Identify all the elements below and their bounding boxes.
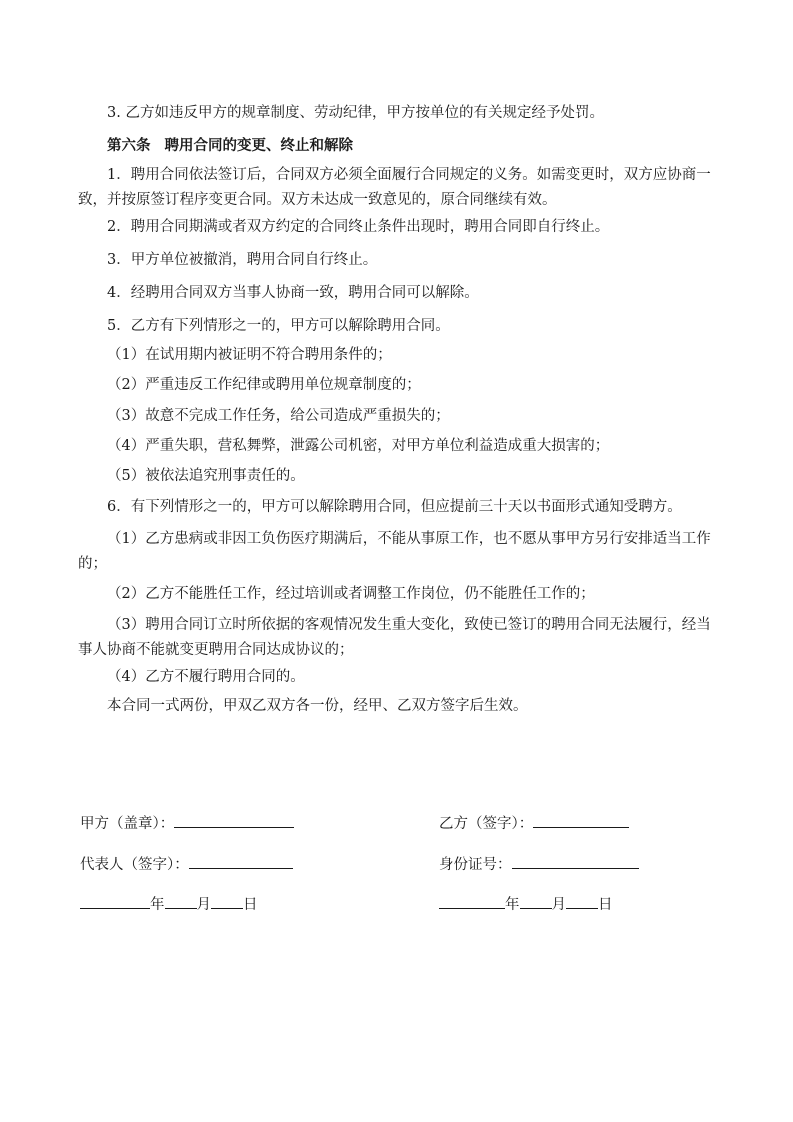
article-6-number: 第六条 bbox=[107, 137, 151, 154]
article-6-item-2: 2．聘用合同期满或者双方约定的合同终止条件出现时，聘用合同即自行终止。 bbox=[107, 219, 610, 235]
item-6-sub-2: （2）乙方不能胜任工作，经过培训或者调整工作岗位，仍不能胜任工作的； bbox=[107, 586, 595, 602]
party-a-seal-row bbox=[80, 811, 294, 835]
party-a-month-label: 月 bbox=[196, 897, 211, 913]
party-a-day-blank bbox=[211, 892, 243, 909]
article-6-item-1: 1．聘用合同依法签订后，合同双方必须全面履行合同规定的义务。如需变更时，双方应协商一致，并按原签订程序变更合同。双方未达成一致意见的，原合同继续有效。 bbox=[78, 167, 711, 208]
party-b-sign-blank bbox=[533, 811, 629, 828]
party-a-day-label: 日 bbox=[243, 897, 258, 913]
article-6-item-6: 6．有下列情形之一的，甲方可以解除聘用合同，但应提前三十天以书面形式通知受聘方。 bbox=[107, 499, 682, 515]
item-6-sub-1: （1）乙方患病或非因工负伤医疗期满后，不能从事原工作，也不愿从事甲方另行安排适当工作的； bbox=[78, 531, 711, 572]
party-b-year-blank bbox=[439, 892, 505, 909]
party-b-month-label: 月 bbox=[551, 897, 566, 913]
party-b-day-label: 日 bbox=[598, 897, 613, 913]
closing-statement: 本合同一式两份，甲双乙双方各一份，经甲、乙双方签字后生效。 bbox=[107, 698, 528, 714]
representative-blank bbox=[189, 852, 293, 869]
item-5-sub-4: （4）严重失职，营私舞弊，泄露公司机密，对甲方单位利益造成重大损害的； bbox=[107, 438, 610, 454]
article-6-title: 聘用合同的变更、终止和解除 bbox=[164, 137, 353, 154]
id-number-blank bbox=[512, 852, 639, 869]
article-6-item-5: 5．乙方有下列情形之一的，甲方可以解除聘用合同。 bbox=[107, 318, 450, 334]
party-a-month-blank bbox=[165, 892, 197, 909]
party-b-sign-row bbox=[439, 811, 629, 835]
party-a-seal-label: 甲方（盖章）： bbox=[80, 816, 175, 832]
party-a-year-label: 年 bbox=[150, 897, 165, 913]
representative-row bbox=[80, 852, 293, 876]
representative-label: 代表人（签字）： bbox=[80, 857, 189, 873]
party-b-day-blank bbox=[566, 892, 598, 909]
item-5-sub-3: （3）故意不完成工作任务，给公司造成严重损失的； bbox=[107, 408, 450, 424]
article-6-heading bbox=[78, 133, 718, 158]
item-5-sub-5: （5）被依法追究刑事责任的。 bbox=[107, 468, 305, 484]
item-5-sub-1: （1）在试用期内被证明不符合聘用条件的； bbox=[107, 347, 392, 363]
clause-3-penalty: 3. 乙方如违反甲方的规章制度、劳动纪律，甲方按单位的有关规定经予处罚。 bbox=[107, 105, 604, 121]
article-6-item-4: 4．经聘用合同双方当事人协商一致，聘用合同可以解除。 bbox=[107, 285, 479, 301]
item-6-sub-3: （3）聘用合同订立时所依据的客观情况发生重大变化，致使已签订的聘用合同无法履行，经当事人协商不能就变更聘用合同达成协议的； bbox=[78, 617, 711, 658]
item-5-sub-2: （2）严重违反工作纪律或聘用单位规章制度的； bbox=[107, 377, 421, 393]
article-6-item-3: 3．甲方单位被撤消，聘用合同自行终止。 bbox=[107, 252, 378, 268]
party-b-year-label: 年 bbox=[505, 897, 520, 913]
party-a-date-row bbox=[80, 892, 258, 916]
id-number-label: 身份证号： bbox=[439, 857, 512, 873]
party-b-sign-label: 乙方（签字）： bbox=[439, 816, 534, 832]
party-b-month-blank bbox=[520, 892, 552, 909]
party-a-year-blank bbox=[80, 892, 150, 909]
party-b-date-row bbox=[439, 892, 613, 916]
party-a-seal-blank bbox=[174, 811, 294, 828]
item-6-sub-4: （4）乙方不履行聘用合同的。 bbox=[107, 669, 305, 685]
id-number-row bbox=[439, 852, 639, 876]
